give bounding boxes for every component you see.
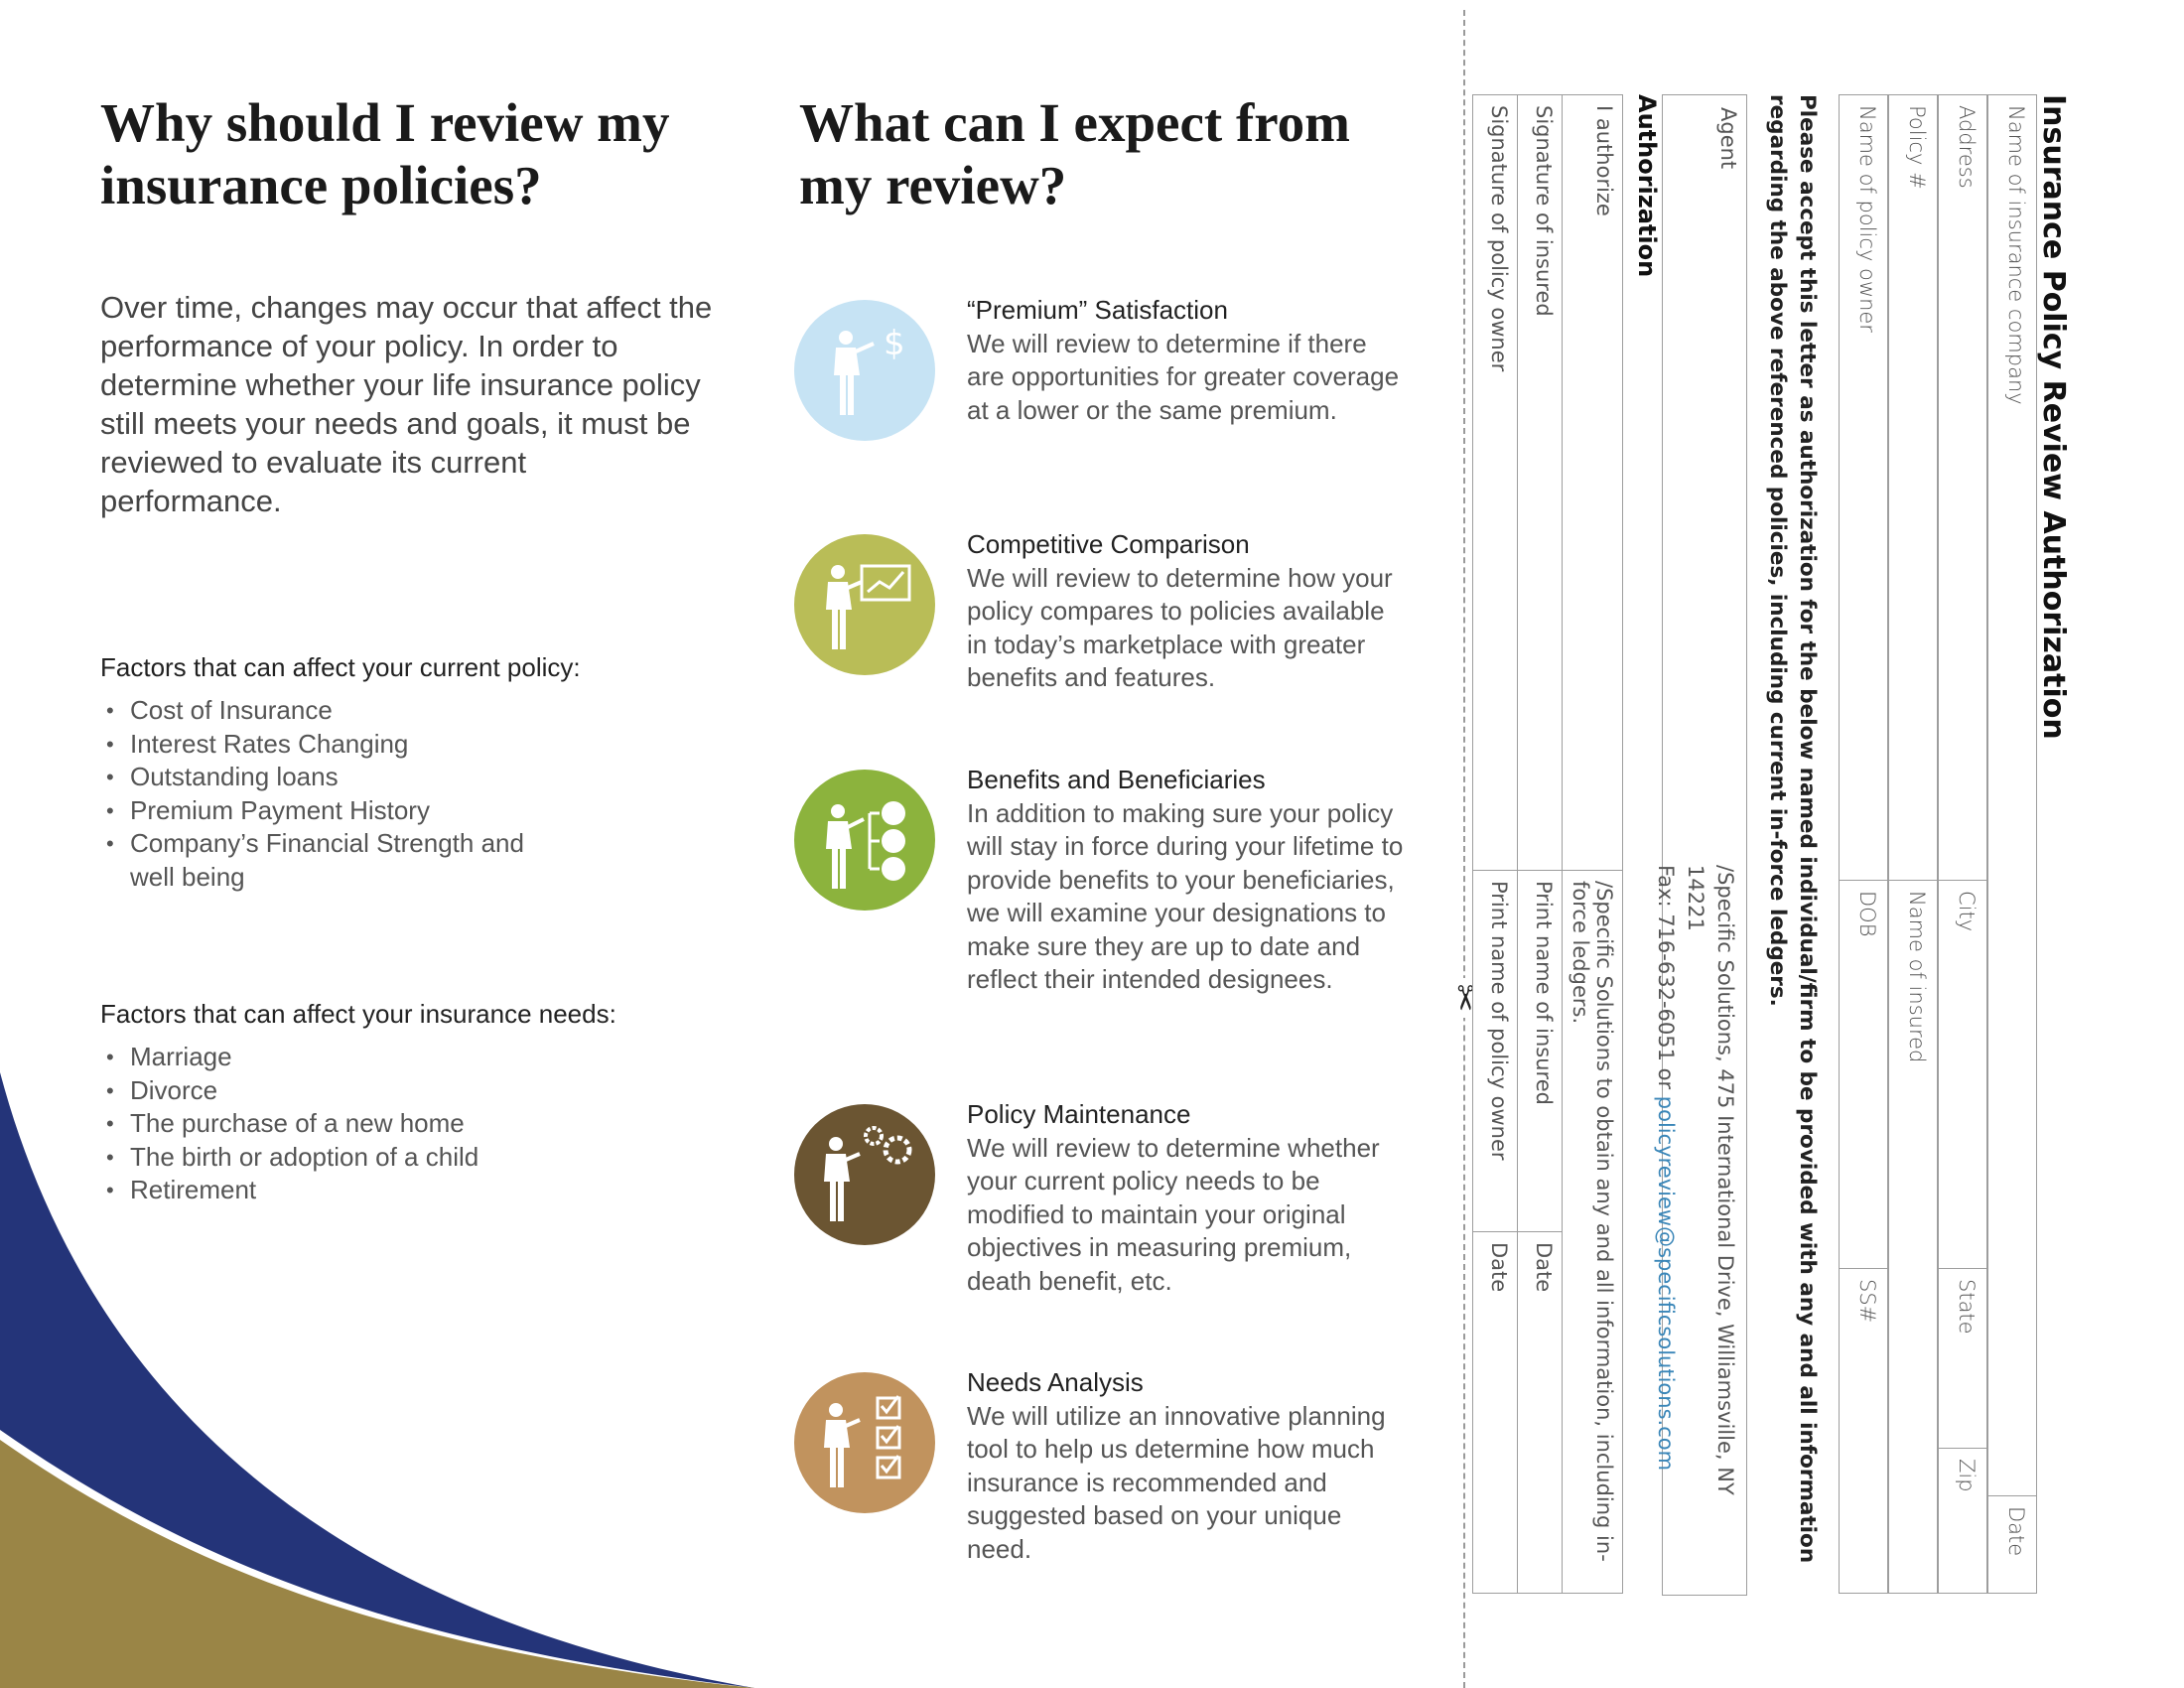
gears-presenter-icon [794, 1104, 935, 1245]
dob-field[interactable]: DOB [1840, 881, 1888, 1269]
authorization-statement: Please accept this letter as authorization for the below named individual/firm to be provided with any and all information regarding the above referenced policies, including current in-force ledgers. [1765, 94, 1820, 1564]
form-title: Insurance Policy Review Authorization [2036, 94, 2071, 740]
factors-policy-list [100, 694, 656, 894]
state-field[interactable]: State [1939, 1269, 1987, 1449]
cut-line [1463, 10, 1465, 1688]
authorization-signature-block [1472, 94, 1623, 1594]
svg-text:$: $ [884, 324, 905, 363]
policy-owner-name-field[interactable]: Name of policy owner [1840, 95, 1888, 881]
factors-needs-section [100, 998, 656, 1207]
insurance-company-field[interactable]: Name of insurance company [1988, 95, 2037, 1496]
date-insured-field[interactable]: Date [1518, 1232, 1563, 1594]
why-review-heading: Why should I review my insurance policies? [100, 92, 670, 215]
scissors-icon: ✂ [1444, 978, 1484, 1018]
list-item: • Outstanding loans [130, 761, 656, 794]
checklist-presenter-icon [794, 1372, 935, 1513]
address-field[interactable]: Address [1939, 95, 1987, 881]
print-name-owner-field[interactable]: Print name of policy owner [1473, 871, 1518, 1232]
service-title: Competitive Comparison [967, 529, 1250, 559]
signature-insured-field[interactable]: Signature of insured [1518, 95, 1563, 871]
chart-presenter-icon [794, 534, 935, 675]
service-description: We will review to determine whether your current policy needs to be modified to maintain your original objectives in measuring premium, death benefit, etc. [967, 1132, 1380, 1296]
list-item: • Retirement [130, 1174, 656, 1207]
hierarchy-presenter-icon [794, 770, 935, 911]
insured-name-field[interactable]: Name of insured [1889, 881, 1938, 1594]
zip-field[interactable]: Zip [1939, 1449, 1987, 1594]
money-presenter-icon [794, 300, 935, 441]
list-item: • Interest Rates Changing [130, 728, 656, 762]
authorization-form [1489, 94, 2075, 1594]
authorization-heading: Authorization [1633, 94, 1661, 278]
service-title: Benefits and Beneficiaries [967, 765, 1266, 794]
signature-owner-field[interactable]: Signature of policy owner [1473, 95, 1518, 871]
list-item: • Cost of Insurance [130, 694, 656, 728]
factors-needs-title: Factors that can affect your insurance needs: [100, 999, 616, 1029]
agent-address: /Specific Solutions, 475 International Drive, Williamsville, NY 14221 [1684, 865, 1737, 1495]
list-item: • Marriage [130, 1041, 656, 1074]
service-description: We will utilize an innovative planning tool to help us determine how much insurance is recommended and suggested based on your unique need. [967, 1400, 1386, 1564]
list-item: • Divorce [130, 1074, 656, 1108]
date-field[interactable]: Date [1988, 1496, 2037, 1594]
print-name-insured-field[interactable]: Print name of insured [1518, 871, 1563, 1232]
service-description: We will review to determine how your policy compares to policies available in today’s marketplace with greater benefits and features. [967, 562, 1393, 692]
agent-email-link[interactable]: policyreview@specificsolutions.com [1654, 1095, 1678, 1472]
factors-policy-title: Factors that can affect your current policy: [100, 652, 581, 682]
service-description: In addition to making sure your policy will stay in force during your lifetime to provide benefits to your beneficiaries, we will examine your designations to make sure they are up to date and reflect their intended designees. [967, 797, 1404, 994]
list-item: • Company’s Financial Strength and well being [130, 827, 527, 894]
factors-policy-section [100, 651, 656, 894]
factors-needs-list [100, 1041, 656, 1207]
form-row-address [1938, 94, 1987, 1594]
agent-field[interactable] [1654, 94, 1747, 1596]
list-item: • Premium Payment History [130, 794, 656, 828]
form-row-company [1987, 94, 2037, 1594]
agent-fax: Fax: 716-632-6051 or [1654, 865, 1678, 1096]
i-authorize-statement: /Specific Solutions to obtain any and all information, including in-force ledgers. [1563, 871, 1623, 1594]
service-title: Needs Analysis [967, 1367, 1144, 1397]
ss-field[interactable]: SS# [1840, 1269, 1888, 1594]
form-row-owner [1839, 94, 1888, 1594]
what-to-expect-heading: What can I expect from my review? [799, 92, 1350, 215]
why-review-section [100, 91, 716, 520]
date-owner-field[interactable]: Date [1473, 1232, 1518, 1594]
policy-number-field[interactable]: Policy # [1889, 95, 1938, 881]
service-description: We will review to determine if there are opportunities for greater coverage at a lower or the same premium. [967, 328, 1400, 425]
form-row-policy [1888, 94, 1938, 1594]
service-title: Policy Maintenance [967, 1099, 1191, 1129]
agent-label: Agent [1716, 107, 1740, 170]
service-title: “Premium” Satisfaction [967, 295, 1228, 325]
i-authorize-field[interactable]: I authorize [1563, 95, 1623, 871]
list-item: • The purchase of a new home [130, 1107, 656, 1141]
list-item: • The birth or adoption of a child [130, 1141, 656, 1175]
city-field[interactable]: City [1939, 881, 1987, 1269]
intro-paragraph: Over time, changes may occur that affect the performance of your policy. In order to determine whether your life insurance policy still meets your needs and goals, it must be reviewed to evaluate its current performance. [100, 290, 713, 518]
